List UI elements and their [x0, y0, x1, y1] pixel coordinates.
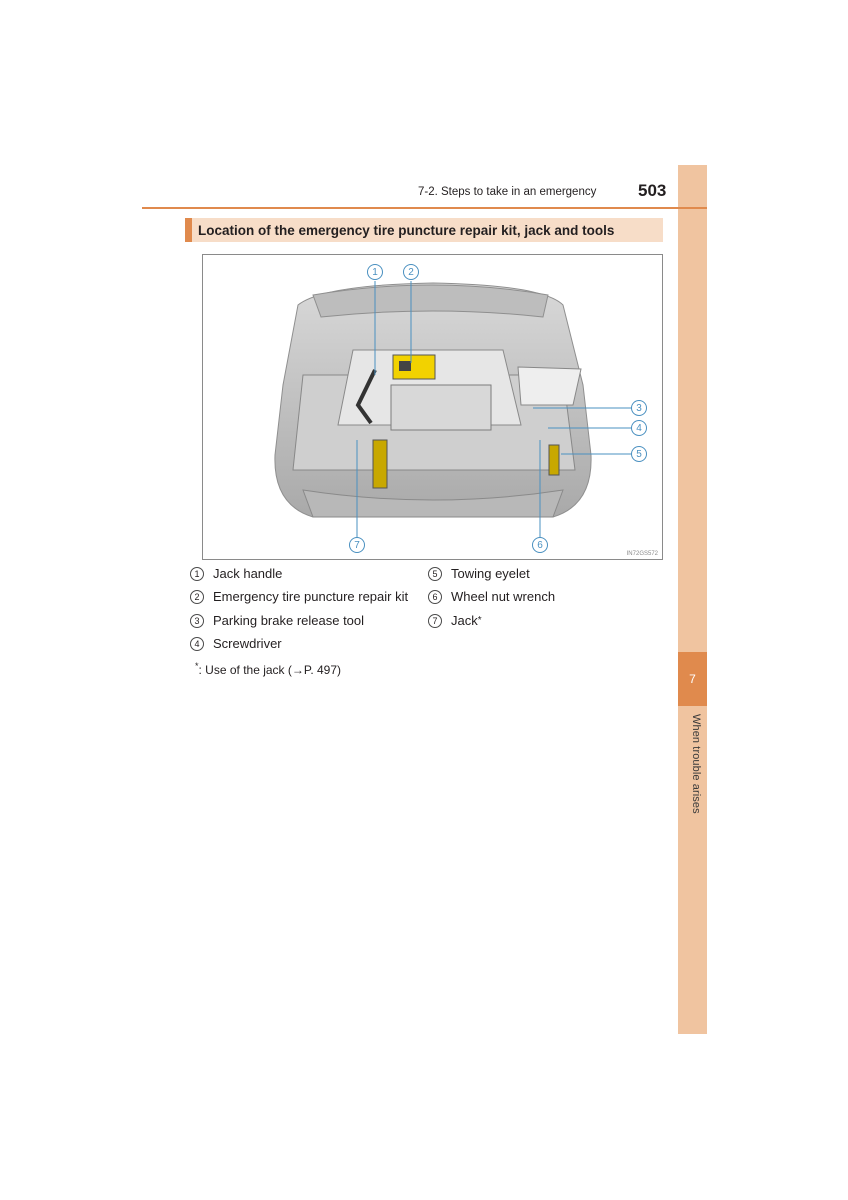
- callout-1: 1: [367, 264, 383, 280]
- legend-num: 6: [428, 590, 442, 604]
- callout-5: 5: [631, 446, 647, 462]
- legend-num: 2: [190, 590, 204, 604]
- trunk-illustration: [202, 254, 663, 560]
- callout-6: 6: [532, 537, 548, 553]
- header-rule: [142, 207, 707, 209]
- section-heading-text: Location of the emergency tire puncture repair kit, jack and tools: [198, 222, 615, 238]
- chapter-title: When trouble arises: [690, 714, 702, 814]
- trunk-drawing: [203, 255, 662, 559]
- header-section-title: 7-2. Steps to take in an emergency: [418, 186, 597, 198]
- legend-label: Jack handle: [213, 566, 283, 581]
- legend-item-2: [190, 589, 408, 604]
- legend-item-3: [190, 613, 364, 628]
- legend-item-1: [190, 566, 282, 581]
- side-tab: [678, 165, 707, 1034]
- section-heading: [185, 218, 663, 242]
- callout-3: 3: [631, 400, 647, 416]
- figure-code: IN72GS572: [626, 551, 658, 557]
- legend-num: 7: [428, 614, 442, 628]
- legend-item-7: [428, 613, 482, 628]
- legend-label: Towing eyelet: [451, 566, 530, 581]
- legend-num: 4: [190, 637, 204, 651]
- footnote: [195, 661, 341, 677]
- legend-label: Wheel nut wrench: [451, 589, 556, 604]
- asterisk-mark: *: [477, 615, 482, 626]
- footnote-text: : Use of the jack (→P. 497): [198, 663, 342, 677]
- callout-4: 4: [631, 420, 647, 436]
- legend-label: Screwdriver: [213, 636, 282, 651]
- legend-item-4: [190, 636, 282, 651]
- legend-label: Emergency tire puncture repair kit: [213, 589, 409, 604]
- legend-label: Jack: [451, 613, 478, 628]
- footnote-mark: *: [195, 661, 199, 671]
- legend-num: 5: [428, 567, 442, 581]
- legend-item-6: [428, 589, 555, 604]
- callout-7: 7: [349, 537, 365, 553]
- legend-item-5: [428, 566, 530, 581]
- page-number: 503: [638, 181, 667, 200]
- legend-num: 1: [190, 567, 204, 581]
- legend-num: 3: [190, 614, 204, 628]
- chapter-number: 7: [678, 652, 707, 706]
- callout-2: 2: [403, 264, 419, 280]
- legend-label: Parking brake release tool: [213, 613, 365, 628]
